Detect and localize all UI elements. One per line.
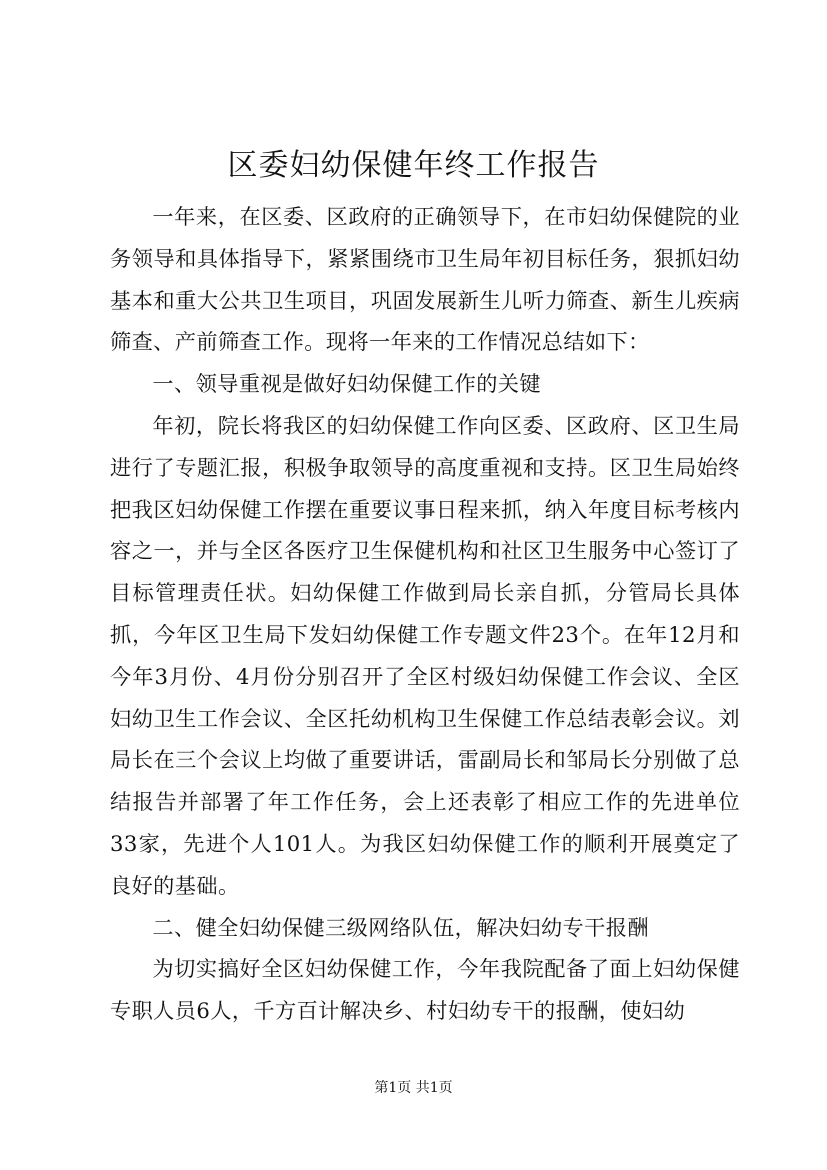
- paragraph-section-1: 年初，院长将我区的妇幼保健工作向区委、区政府、区卫生局进行了专题汇报，积极争取领导的高度重视和支持。区卫生局始终把我区妇幼保健工作摆在重要议事日程来抓，纳入年度目标考核内容之一，并与全区各医疗卫生保健机构和社区卫生服务中心签订了目标管理责任状。妇幼保健工作做到局长亲自抓，分管局长具体抓，今年区卫生局下发妇幼保健工作专题文件23个。在年12月和今年3月份、4月份分别召开了全区村级妇幼保健工作会议、全区妇幼卫生工作会议、全区托幼机构卫生保健工作总结表彰会议。刘局长在三个会议上均做了重要讲话，雷副局长和邹局长分别做了总结报告并部署了年工作任务，会上还表彰了相应工作的先进单位33家，先进个人101人。为我区妇幼保健工作的顺利开展奠定了良好的基础。: [110, 412, 740, 898]
- section-heading-2: 二、健全妇幼保健三级网络队伍，解决妇幼专干报酬: [152, 914, 649, 940]
- page-footer: 第1页 共1页: [374, 1080, 453, 1096]
- section-heading-1: 一、领导重视是做好妇幼保健工作的关键: [152, 371, 541, 397]
- paragraph-section-2: 为切实搞好全区妇幼保健工作，今年我院配备了面上妇幼保健专职人员6人，千方百计解决乡、村妇幼专干的报酬，使妇幼: [110, 956, 740, 1024]
- document-title: 区委妇幼保健年终工作报告: [227, 148, 600, 183]
- paragraph-intro: 一年来，在区委、区政府的正确领导下，在市妇幼保健院的业务领导和具体指导下，紧紧围绕市卫生局年初目标任务，狠抓妇幼基本和重大公共卫生项目，巩固发展新生儿听力筛查、新生儿疾病筛查、产前筛查工作。现将一年来的工作情况总结如下：: [110, 204, 740, 355]
- document-body: [110, 196, 740, 1032]
